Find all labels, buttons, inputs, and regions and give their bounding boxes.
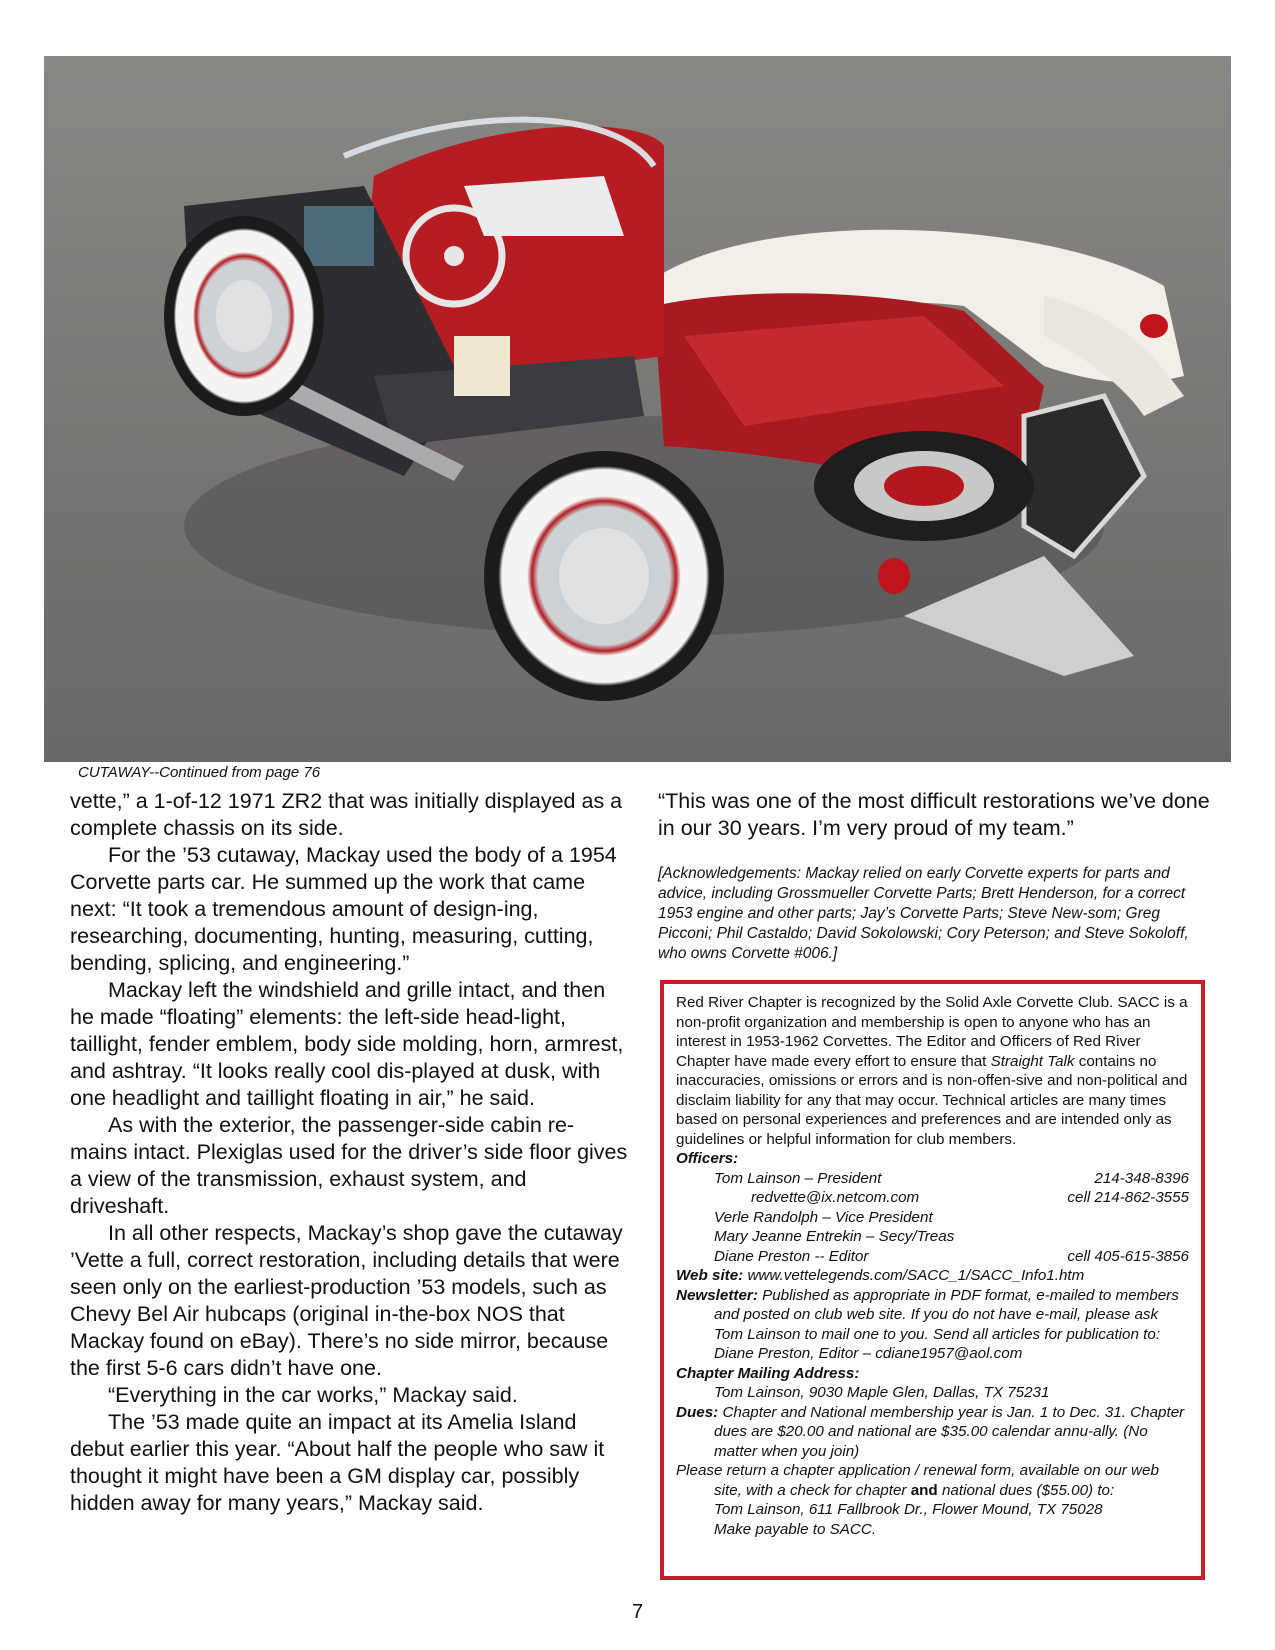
article-right-column [658, 788, 1213, 964]
officer-row: Verle Randolph – Vice President [714, 1208, 933, 1226]
dues-line: Dues: Chapter and National membership year is Jan. 1 to Dec. 31. Chapter dues are $20.00 and national are $35.00 calendar annu-ally. (No matter when you join) [676, 1403, 1185, 1460]
officer-row: redvette@ix.netcom.com cell 214-862-3555 [751, 1189, 1189, 1206]
payable-to: Make payable to SACC. [714, 1520, 877, 1538]
page-number: 7 [631, 1601, 644, 1623]
article-paragraph: vette,” a 1-of-12 1971 ZR2 that was initially displayed as a complete chassis on its side. [70, 789, 623, 840]
officer-row: Mary Jeanne Entrekin – Secy/Treas [714, 1228, 955, 1245]
return-instructions: Please return a chapter application / renewal form, available on our web site, with a check for chapter and national dues ($55.00) to: [676, 1462, 1159, 1499]
chapter-intro: Red River Chapter is recognized by the Solid Axle Corvette Club. SACC is a non-profit organization and membership is open to anyone who has an interest in 1953-1962 Corvettes. The Editor and Officers of Red River Chapter have made every effort to ensure that Straight Talk contains no inaccuracies, omissions or errors and is non-offen-sive and non-political and disclaim liability for any that may occur. Technical articles are many times based on personal experiences and preferences and are intended only as guidelines or helpful information for club members. [676, 994, 1188, 1148]
car-illustration [44, 56, 1231, 762]
cutaway-car-photo [44, 56, 1231, 762]
return-address: Tom Lainson, 611 Fallbrook Dr., Flower Mound, TX 75028 [714, 1501, 1103, 1518]
article-paragraph: For the ’53 cutaway, Mackay used the body of a 1954 Corvette parts car. He summed up the work that came next: “It took a tremendous amount of design-ing, researching, documenting, hunting, measuring, cutting, bending, splicing, and engineering.” [70, 843, 617, 975]
closing-quote: “This was one of the most difficult restorations we’ve done in our 30 years. I’m very proud of my team.” [658, 789, 1210, 840]
article-paragraph: “Everything in the car works,” Mackay said. [108, 1383, 518, 1407]
article-left-column [70, 788, 630, 1517]
officer-row: Diane Preston -- Editor cell 405-615-3856 [714, 1247, 1189, 1265]
acknowledgements: [Acknowledgements: Mackay relied on early Corvette experts for parts and advice, including Grossmueller Corvette Parts; Brett Henderson, for a correct 1953 engine and other parts; Jay’s Corvette Parts; Steve New-som; Greg Picconi; Phil Castaldo; David Sokolowski; Cory Peterson; and Steve Sokoloff, who owns Corvette #006.] [658, 865, 1189, 962]
chapter-info-box [660, 980, 1205, 1580]
mailing-address: Tom Lainson, 9030 Maple Glen, Dallas, TX 75231 [714, 1384, 1050, 1401]
article-paragraph: As with the exterior, the passenger-side cabin re-mains intact. Plexiglas used for the driver’s side floor gives a view of the transmission, exhaust system, and driveshaft. [70, 1113, 628, 1218]
photo-caption: CUTAWAY--Continued from page 76 [78, 764, 321, 781]
article-paragraph: The ’53 made quite an impact at its Amelia Island debut earlier this year. “About half the people who saw it thought it might have been a GM display car, possibly hidden away for many years,” Mackay said. [70, 1410, 605, 1515]
officer-email[interactable]: redvette@ix.netcom.com [751, 1189, 920, 1206]
article-paragraph: In all other respects, Mackay’s shop gave the cutaway ’Vette a full, correct restoration, including details that were seen only on the earliest-production ’53 models, such as Chevy Bel Air hubcaps (original in-the-box NOS that Mackay found on eBay). There’s no side mirror, because the first 5-6 cars didn’t have one. [70, 1221, 623, 1380]
newsletter-line: Newsletter: Published as appropriate in PDF format, e-mailed to members and posted on club web site. If you do not have e-mail, please ask Tom Lainson to mail one to you. Send all articles for publication to: Diane Preston, Editor – cdiane1957@aol.com [676, 1286, 1179, 1362]
officer-row: Tom Lainson – President 214-348-8396 [714, 1169, 1189, 1187]
officers-heading: Officers: [676, 1150, 739, 1167]
mailing-heading: Chapter Mailing Address: [676, 1364, 860, 1382]
website-link[interactable]: www.vettelegends.com/SACC_1/SACC_Info1.htm [747, 1267, 1085, 1284]
website-line: Web site: www.vettelegends.com/SACC_1/SACC_Info1.htm [676, 1267, 1085, 1284]
article-paragraph: Mackay left the windshield and grille intact, and then he made “floating” elements: the left-side head-light, taillight, fender emblem, body side molding, horn, armrest, and ashtray. “It looks really cool dis-played at dusk, with one headlight and taillight floating in air,” he said. [70, 978, 624, 1110]
